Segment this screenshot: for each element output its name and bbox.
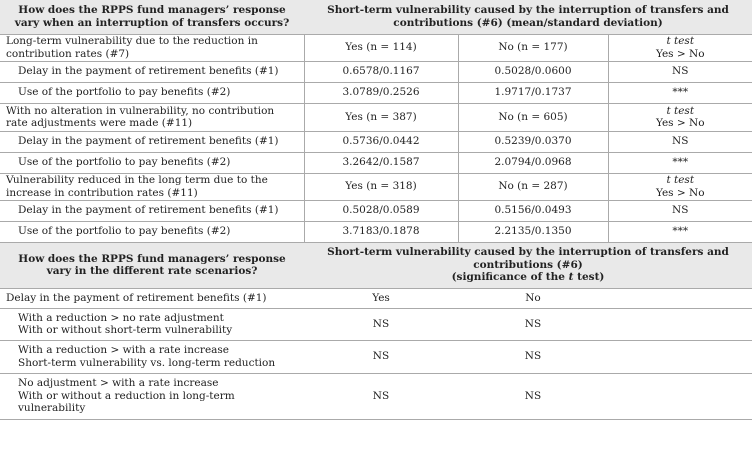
yes-value: 3.0789/0.2526 bbox=[304, 82, 458, 103]
significance: *** bbox=[608, 82, 752, 103]
significance: NS bbox=[608, 200, 752, 221]
scenario-line1: With a reduction > no rate adjustment bbox=[18, 311, 224, 324]
no-significance: NS bbox=[524, 317, 542, 330]
section2-header-row bbox=[0, 242, 752, 288]
yes-n: Yes (n = 318) bbox=[304, 173, 458, 200]
yes-significance: NS bbox=[372, 350, 390, 363]
group-row bbox=[0, 103, 752, 131]
no-n: No (n = 287) bbox=[458, 173, 608, 200]
table-row bbox=[0, 308, 752, 340]
test-cell bbox=[608, 103, 752, 131]
no-value: 0.5156/0.0493 bbox=[458, 200, 608, 221]
table-row bbox=[0, 82, 752, 103]
scenario-line1: With a reduction > with a rate increase bbox=[18, 344, 230, 356]
significance: *** bbox=[608, 152, 752, 173]
section1-header-row bbox=[0, 0, 752, 34]
section2-measure-header bbox=[304, 242, 752, 288]
significance: NS bbox=[608, 61, 752, 82]
section2-measure-line2-t: t bbox=[568, 271, 574, 284]
topic-row bbox=[0, 288, 752, 308]
test-name: t test bbox=[666, 104, 695, 117]
no-value: 1.9717/0.1737 bbox=[458, 82, 608, 103]
row-label: Delay in the payment of retirement benefits (#1) bbox=[18, 65, 279, 78]
table-row bbox=[0, 131, 752, 152]
test-name: t test bbox=[666, 35, 695, 47]
yes-significance: NS bbox=[372, 317, 390, 330]
no-n: No (n = 605) bbox=[458, 103, 608, 131]
row-label: Use of the portfolio to pay benefits (#2) bbox=[18, 86, 231, 99]
section1-question-header: How does the RPPS fund managers’ response vary when an interruption of transfers occurs? bbox=[0, 0, 304, 34]
scenario-line1: No adjustment > with a rate increase bbox=[18, 377, 219, 390]
scenario-line2: With or without a reduction in long-term vulnerability bbox=[18, 389, 235, 415]
test-cell bbox=[608, 173, 752, 200]
yes-value: 0.6578/0.1167 bbox=[304, 61, 458, 82]
no-value: 0.5239/0.0370 bbox=[458, 131, 608, 152]
scenario-line2: With or without short-term vulnerability bbox=[18, 324, 233, 336]
table-row bbox=[0, 373, 752, 419]
row-label: Use of the portfolio to pay benefits (#2) bbox=[18, 225, 231, 238]
no-significance: NS bbox=[524, 389, 542, 402]
group-label: Vulnerability reduced in the long term due to the increase in contribution rates (#11) bbox=[6, 174, 268, 199]
no-n: No (n = 177) bbox=[458, 34, 608, 61]
test-result: Yes > No bbox=[655, 117, 705, 129]
yes-value: 3.7183/0.1878 bbox=[304, 221, 458, 242]
test-result: Yes > No bbox=[655, 186, 705, 199]
section2-measure-line2-prefix: (significance of the bbox=[451, 271, 569, 284]
table-row bbox=[0, 200, 752, 221]
yes-value: 0.5028/0.0589 bbox=[304, 200, 458, 221]
scenario-line2: Short-term vulnerability vs. long-term reduction bbox=[18, 356, 276, 369]
section2-measure-line2-suffix: test) bbox=[573, 271, 605, 284]
test-name: t test bbox=[666, 174, 695, 186]
row-label: Delay in the payment of retirement benefits (#1) bbox=[18, 204, 279, 217]
section2-measure-line1: Short-term vulnerability caused by the interruption of transfers and contributions (#6) bbox=[327, 246, 729, 271]
yes-significance: NS bbox=[372, 389, 390, 402]
significance: *** bbox=[608, 221, 752, 242]
group-label: Long-term vulnerability due to the reduction in contribution rates (#7) bbox=[6, 35, 258, 60]
topic-no: No bbox=[525, 291, 541, 304]
no-value: 2.2135/0.1350 bbox=[458, 221, 608, 242]
group-row bbox=[0, 34, 752, 61]
topic-yes: Yes bbox=[372, 291, 390, 304]
table-row bbox=[0, 340, 752, 373]
row-label: Use of the portfolio to pay benefits (#2) bbox=[18, 156, 231, 169]
test-result: Yes > No bbox=[655, 47, 705, 60]
significance: NS bbox=[608, 131, 752, 152]
row-label: Delay in the payment of retirement benefits (#1) bbox=[18, 135, 279, 148]
table-row bbox=[0, 152, 752, 173]
table-row bbox=[0, 221, 752, 242]
group-row bbox=[0, 173, 752, 200]
section1-measure-header: Short-term vulnerability caused by the interruption of transfers and contributions (#6) (mean/standard deviation) bbox=[304, 0, 752, 34]
no-value: 2.0794/0.0968 bbox=[458, 152, 608, 173]
scenario-label bbox=[0, 340, 304, 373]
topic-label: Delay in the payment of retirement benefits (#1) bbox=[6, 291, 267, 304]
section2-question-header: How does the RPPS fund managers’ response vary in the different rate scenarios? bbox=[0, 242, 304, 288]
yes-n: Yes (n = 114) bbox=[304, 34, 458, 61]
no-significance: NS bbox=[524, 350, 542, 363]
scenario-label bbox=[0, 373, 304, 419]
group-label: With no alteration in vulnerability, no contribution rate adjustments were made (#11) bbox=[6, 104, 275, 129]
yes-value: 0.5736/0.0442 bbox=[304, 131, 458, 152]
scenario-label bbox=[0, 308, 304, 340]
table-row bbox=[0, 61, 752, 82]
no-value: 0.5028/0.0600 bbox=[458, 61, 608, 82]
yes-n: Yes (n = 387) bbox=[304, 103, 458, 131]
yes-value: 3.2642/0.1587 bbox=[304, 152, 458, 173]
test-cell bbox=[608, 34, 752, 61]
